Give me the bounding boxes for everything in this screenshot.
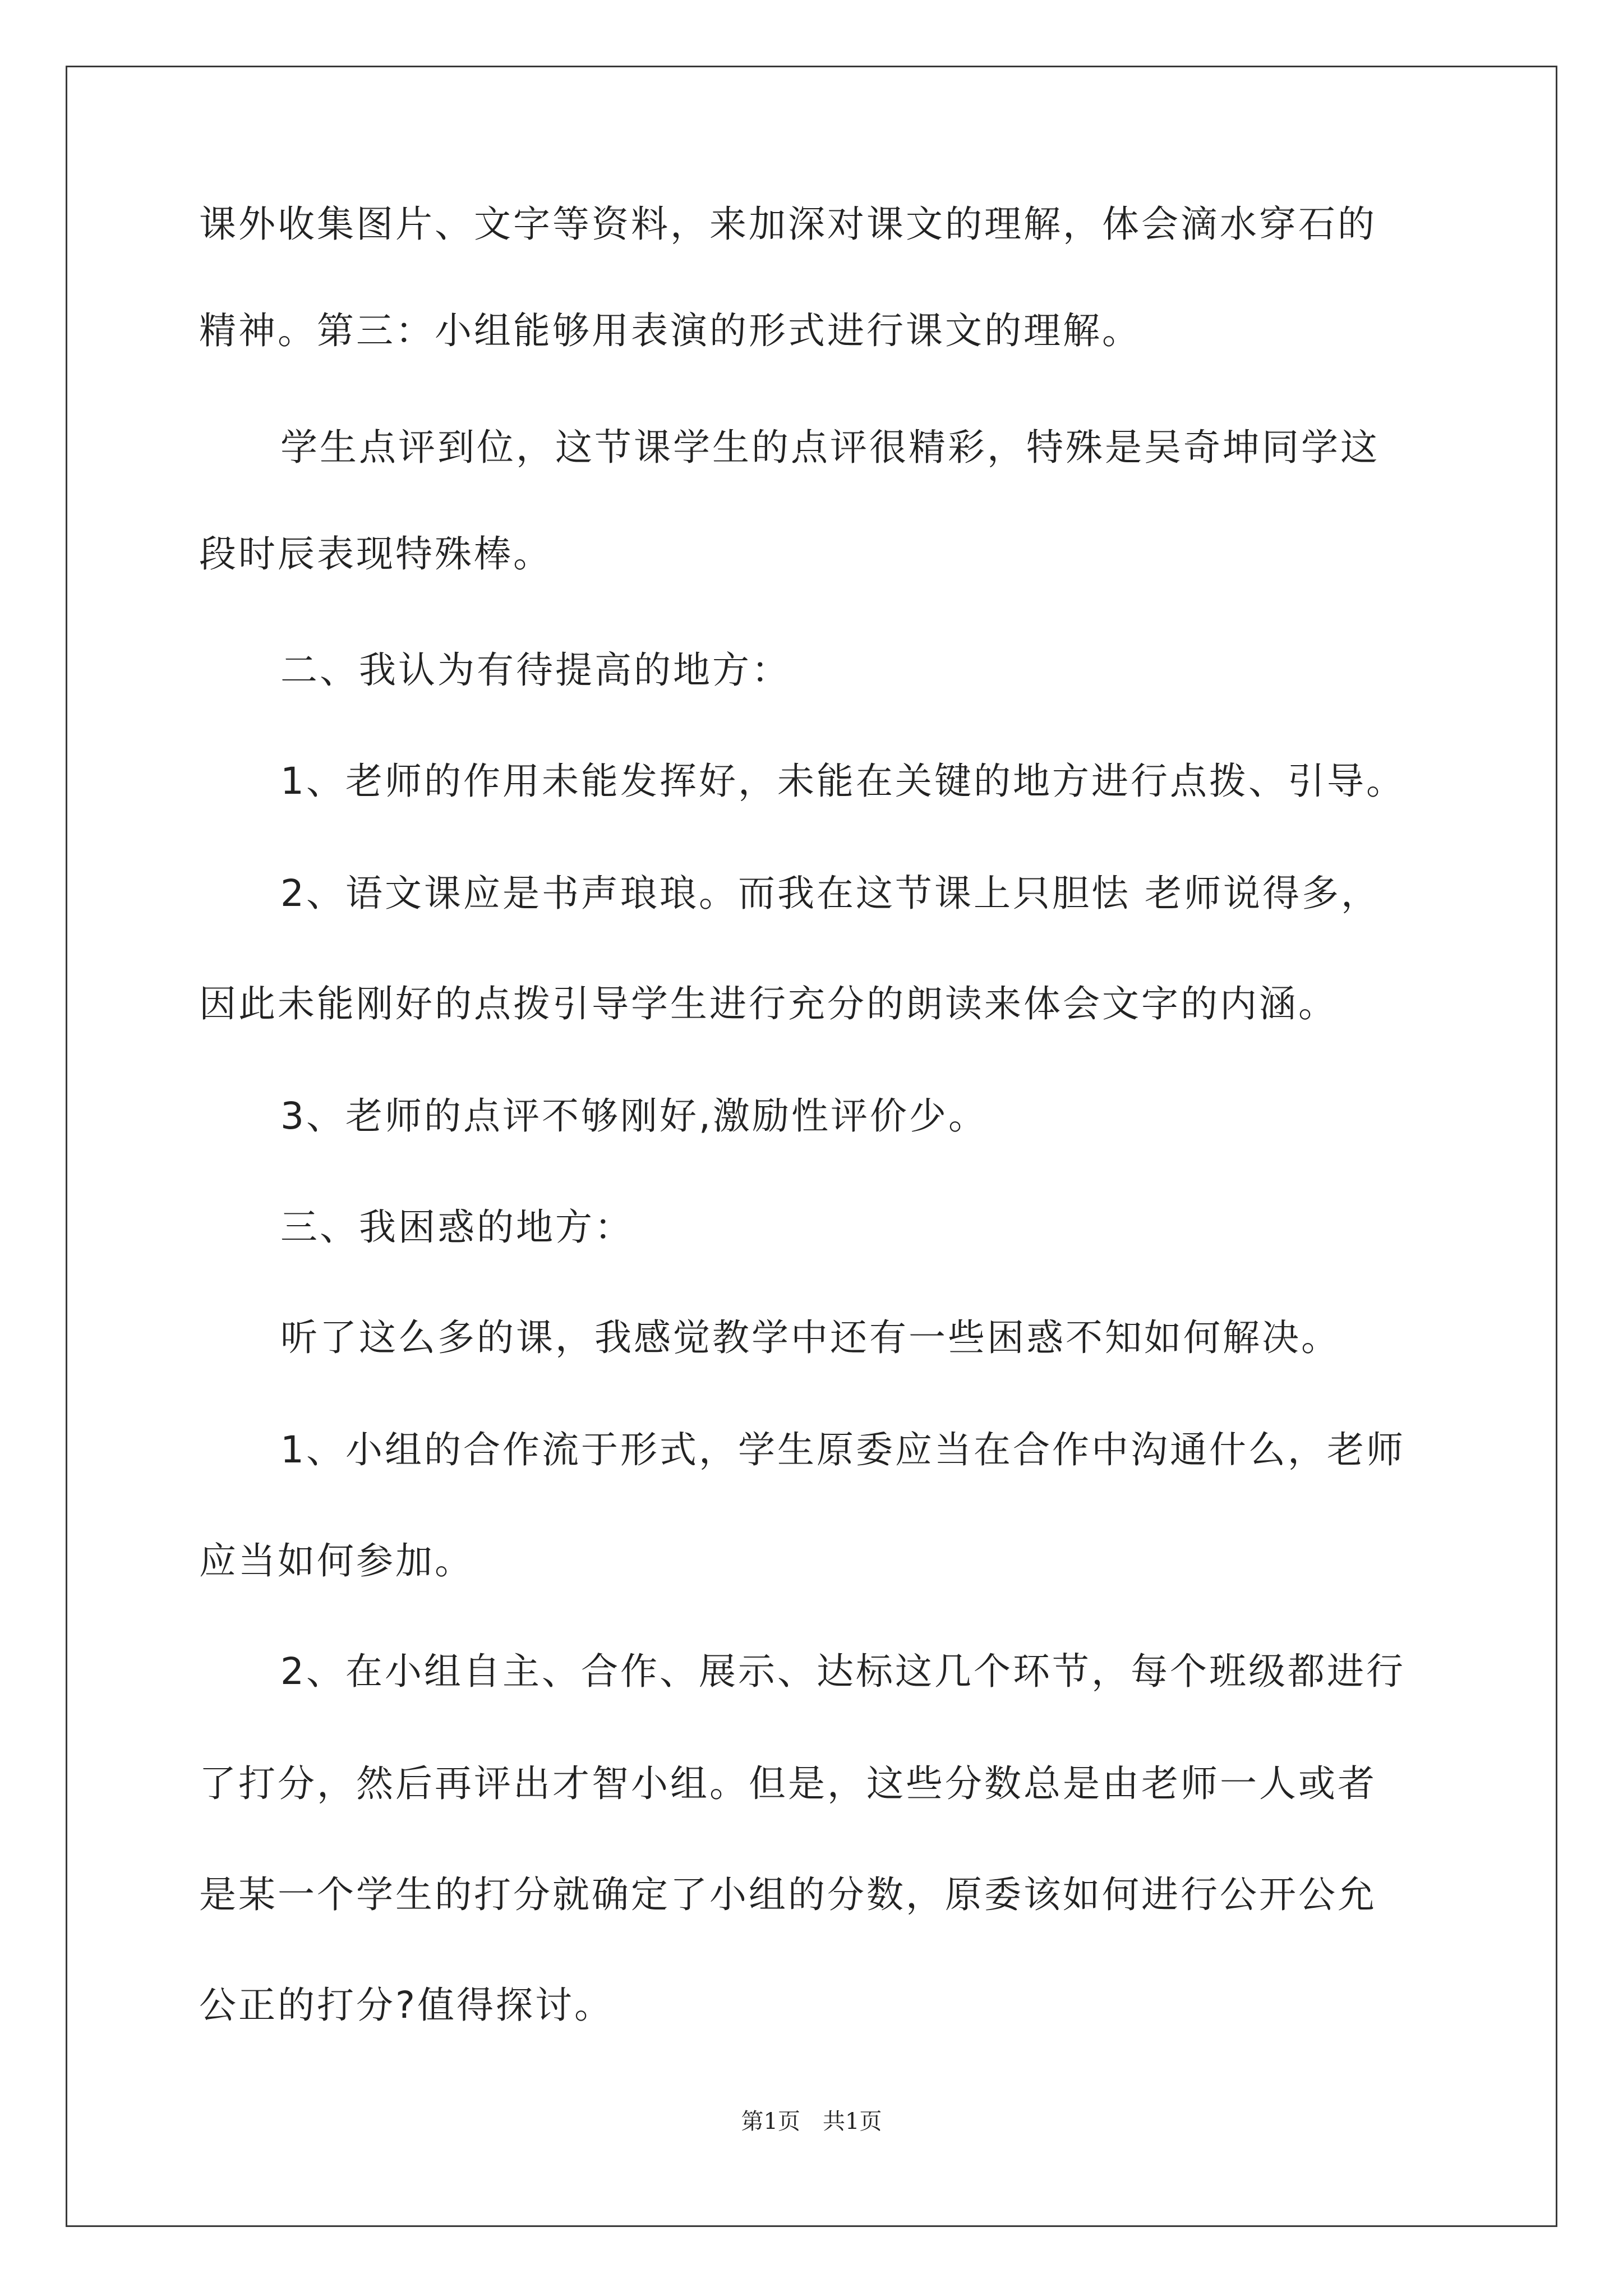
page-number: 第1页 共1页 [741,2109,882,2134]
paragraph-line: 听了这么多的课，我感觉教学中还有一些困惑不知如何解决。 [280,1316,1340,1359]
section-heading: 三、我困惑的地方： [280,1205,634,1249]
paragraph-line: 1、老师的作用未能发挥好，未能在关键的地方进行点拨、引导。 [280,760,1405,803]
paragraph-line: 因此未能刚好的点拨引导学生进行充分的朗读来体会文字的内涵。 [199,982,1338,1025]
section-heading: 二、我认为有待提高的地方： [280,648,791,692]
paragraph-line: 精神。第三：小组能够用表演的形式进行课文的理解。 [199,309,1141,352]
paragraph-line: 3、老师的点评不够刚好,激励性评价少。 [280,1094,988,1138]
paragraph-line: 公正的打分?值得探讨。 [199,1984,614,2027]
paragraph-line: 应当如何参加。 [199,1539,474,1582]
paragraph-line: 学生点评到位，这节课学生的点评很精彩，特殊是吴奇坤同学这 [280,426,1380,469]
paragraph-line: 1、小组的合作流于形式，学生原委应当在合作中沟通什么，老师 [280,1428,1405,1471]
paragraph-line: 课外收集图片、文字等资料，来加深对课文的理解，体会滴水穿石的 [199,203,1377,246]
paragraph-line: 2、在小组自主、合作、展示、达标这几个环节，每个班级都进行 [280,1650,1405,1693]
paragraph-line: 了打分，然后再评出才智小组。但是，这些分数总是由老师一人或者 [199,1762,1377,1805]
paragraph-line: 是某一个学生的打分就确定了小组的分数，原委该如何进行公开公允 [199,1873,1377,1916]
paragraph-line: 段时辰表现特殊棒。 [199,532,552,576]
paragraph-line: 2、语文课应是书声琅琅。而我在这节课上只胆怯 老师说得多， [280,872,1380,915]
